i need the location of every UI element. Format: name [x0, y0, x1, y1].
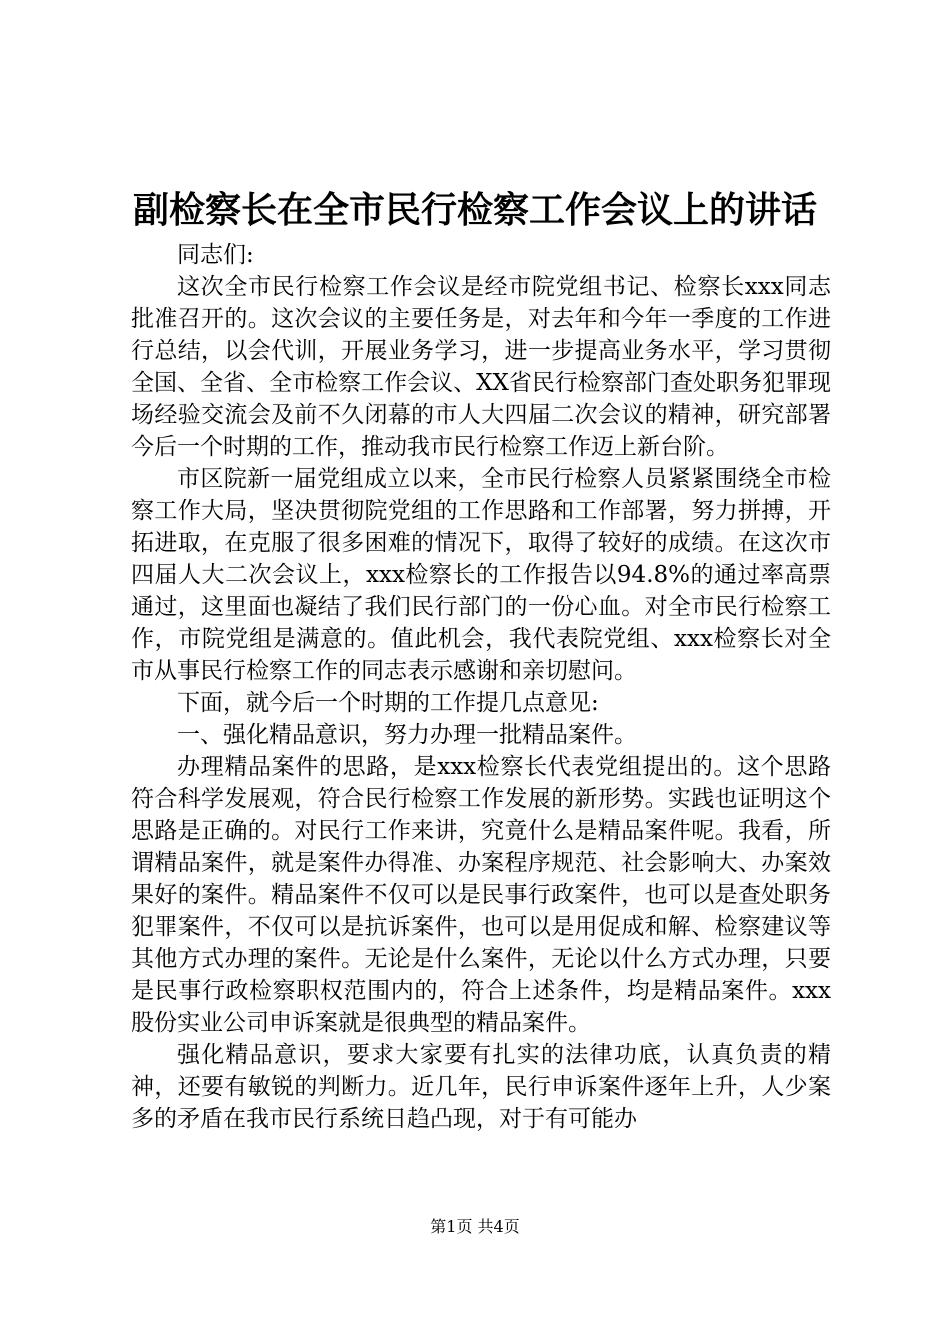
document-title: 副检察长在全市民行检察工作会议上的讲话 — [132, 189, 817, 231]
paragraph-4: 办理精品案件的思路，是xxx检察长代表党组提出的。这个思路符合科学发展观，符合民行检察工作发展的新形势。实践也证明这个思路是正确的。对民行工作来讲，究竟什么是精品案件呢。我看，所谓精品案件，就是案件办得准、办案程序规范、社会影响大、办案效果好的案件。精品案件不仅可以是民事行政案件，也可以是查处职务犯罪案件，不仅可以是抗诉案件，也可以是用促成和解、检察建议等其他方式办理的案件。无论是什么案件，无论以什么方式办理，只要是民事行政检察职权范围内的，符合上述条件，均是精品案件。xxx股份实业公司申诉案就是很典型的精品案件。 — [131, 754, 831, 1036]
section-heading-1: 一、强化精品意识，努力办理一批精品案件。 — [177, 722, 637, 748]
salutation: 同志们: — [177, 242, 254, 268]
paragraph-1: 这次全市民行检察工作会议是经市院党组书记、检察长xxx同志批准召开的。这次会议的主要任务是，对去年和今年一季度的工作进行总结，以会代训，开展业务学习，进一步提高业务水平，学习贯彻全国、全省、全市检察工作会议、XX省民行检察部门查处职务犯罪现场经验交流会及前不久闭幕的市人大四届二次会议的精神，研究部署今后一个时期的工作，推动我市民行检察工作迈上新台阶。 — [131, 274, 831, 460]
page-footer: 第1页 共4页 — [430, 1217, 520, 1236]
paragraph-5: 强化精品意识，要求大家要有扎实的法律功底，认真负责的精神，还要有敏锐的判断力。近几年，民行申诉案件逐年上升，人少案多的矛盾在我市民行系统日趋凸现，对于有可能办 — [131, 1042, 831, 1132]
document-body — [131, 239, 831, 1135]
paragraph-2: 市区院新一届党组成立以来，全市民行检察人员紧紧围绕全市检察工作大局，坚决贯彻院党组的工作思路和工作部署，努力拼搏，开拓进取，在克服了很多困难的情况下，取得了较好的成绩。在这次市四届人大二次会议上，xxx检察长的工作报告以94.8%的通过率高票通过，这里面也凝结了我们民行部门的一份心血。对全市民行检察工作，市院党组是满意的。值此机会，我代表院党组、xxx检察长对全市从事民行检察工作的同志表示感谢和亲切慰问。 — [131, 466, 831, 684]
paragraph-3: 下面，就今后一个时期的工作提几点意见: — [177, 690, 599, 716]
